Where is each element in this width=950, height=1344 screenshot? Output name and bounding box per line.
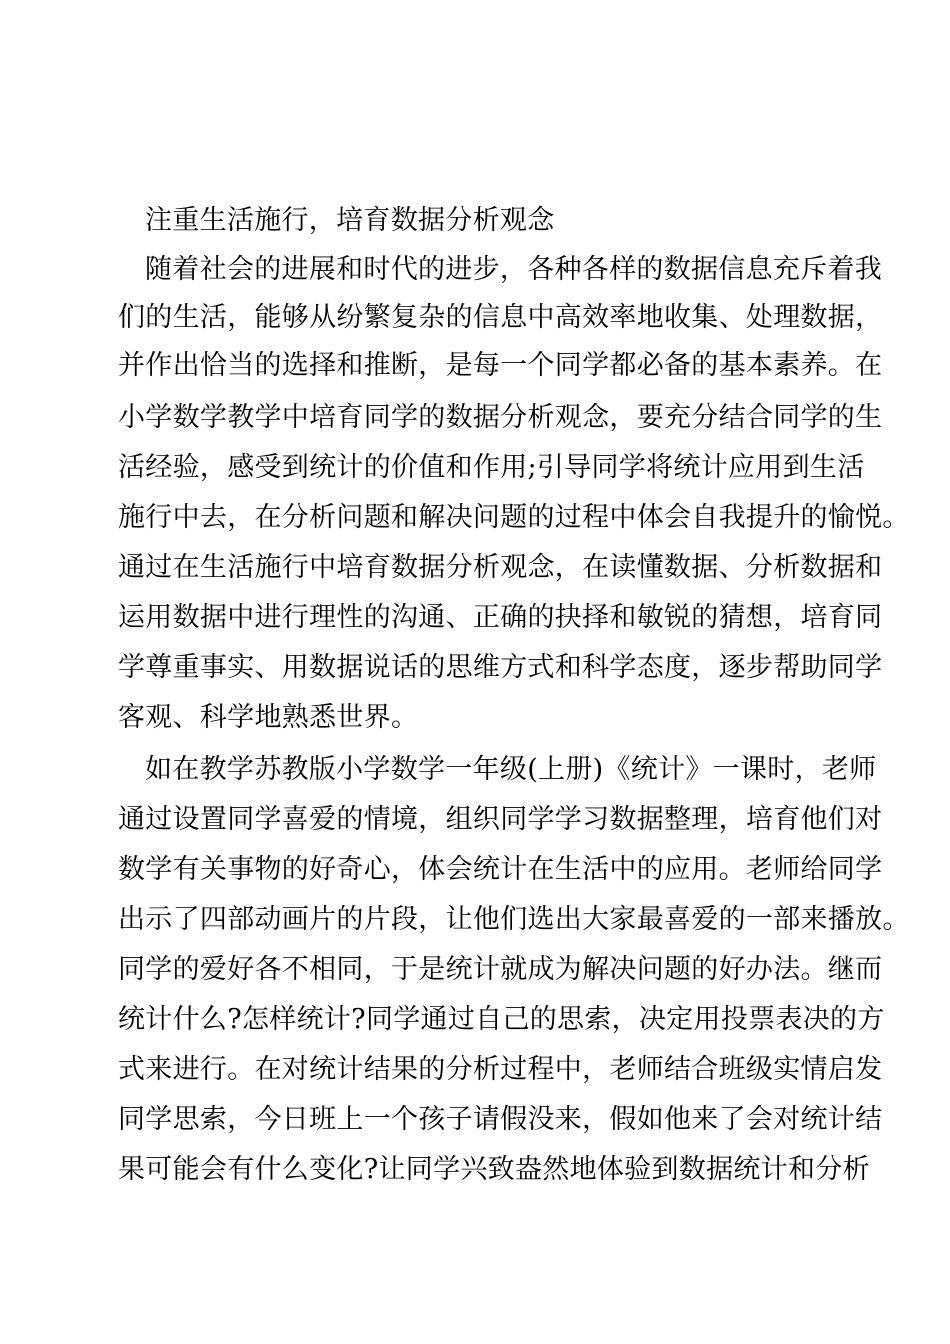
document-title: 注重生活施行，培育数据分析观念	[145, 205, 555, 236]
paragraph-1-line-6: 施行中去，在分析问题和解决问题的过程中体会自我提升的愉悦。	[118, 502, 910, 533]
paragraph-2-line-8: 同学思索，今日班上一个孩子请假没来，假如他来了会对统计结	[118, 1104, 883, 1135]
paragraph-2-line-4: 出示了四部动画片的片段，让他们选出大家最喜爱的一部来播放。	[118, 904, 910, 935]
paragraph-1-line-10: 客观、科学地熟悉世界。	[118, 702, 419, 733]
paragraph-2-line-9: 果可能会有什么变化?让同学兴致盎然地体验到数据统计和分析	[118, 1154, 870, 1185]
paragraph-1-line-5: 活经验，感受到统计的价值和作用;引导同学将统计应用到生活	[118, 452, 865, 483]
paragraph-1-line-7: 通过在生活施行中培育数据分析观念，在读懂数据、分析数据和	[118, 552, 883, 583]
paragraph-1-line-3: 并作出恰当的选择和推断，是每一个同学都必备的基本素养。在	[118, 350, 883, 381]
paragraph-2-line-2: 通过设置同学喜爱的情境，组织同学学习数据整理，培育他们对	[118, 804, 883, 835]
paragraph-1-line-4: 小学数学教学中培育同学的数据分析观念，要充分结合同学的生	[118, 402, 883, 433]
paragraph-2-line-5: 同学的爱好各不相同，于是统计就成为解决问题的好办法。继而	[118, 954, 883, 985]
paragraph-1-line-2: 们的生活，能够从纷繁复杂的信息中高效率地收集、处理数据，	[118, 302, 883, 333]
paragraph-2-line-6: 统计什么?怎样统计?同学通过自己的思索，决定用投票表决的方	[118, 1004, 885, 1035]
paragraph-1-line-9: 学尊重事实、用数据说话的思维方式和科学态度，逐步帮助同学	[118, 652, 883, 683]
paragraph-2-line-1: 如在教学苏教版小学数学一年级(上册)《统计》一课时，老师	[145, 754, 877, 785]
paragraph-2-line-3: 数学有关事物的好奇心，体会统计在生活中的应用。老师给同学	[118, 854, 883, 885]
paragraph-1-line-1: 随着社会的进展和时代的进步，各种各样的数据信息充斥着我	[145, 254, 883, 285]
paragraph-2-line-7: 式来进行。在对统计结果的分析过程中，老师结合班级实情启发	[118, 1054, 883, 1085]
paragraph-1-line-8: 运用数据中进行理性的沟通、正确的抉择和敏锐的猜想，培育同	[118, 602, 883, 633]
